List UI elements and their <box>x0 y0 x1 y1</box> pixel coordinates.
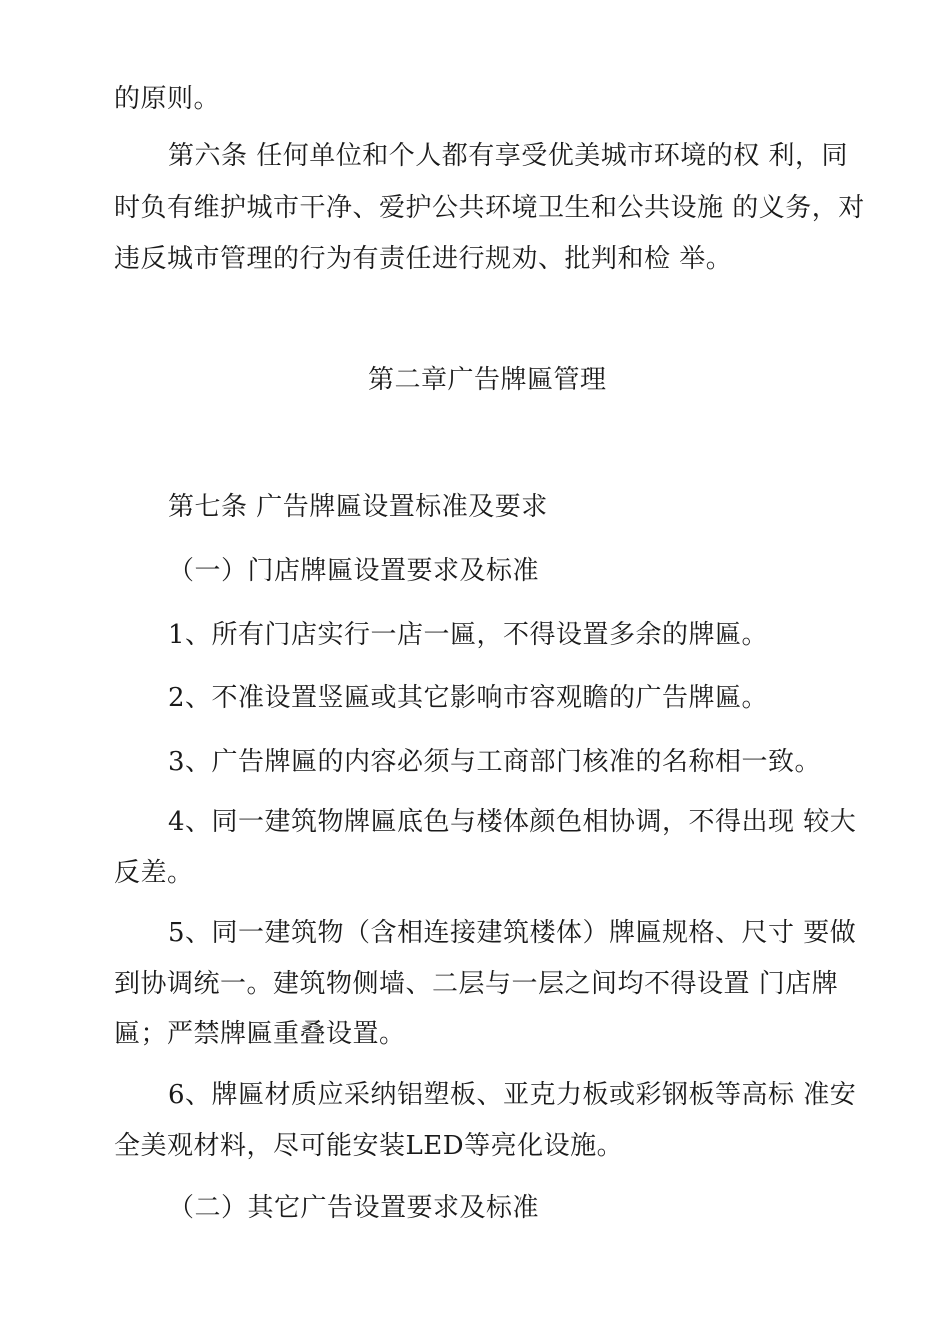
chapter-heading: 第二章广告牌匾管理 <box>368 365 607 395</box>
item-6-line-2: 全美观材料，尽可能安装LED等亮化设施。 <box>114 1131 624 1161</box>
article-7-heading: 第七条 广告牌匾设置标准及要求 <box>168 492 548 522</box>
item-5-line-1: 5、同一建筑物（含相连接建筑楼体）牌匾规格、尺寸 要做 <box>168 918 857 948</box>
paragraph-line: 的原则。 <box>114 84 221 114</box>
article-6-line-3: 违反城市管理的行为有责任进行规劝、批判和检 举。 <box>114 244 733 274</box>
item-5-line-2: 到协调统一。建筑物侧墙、二层与一层之间均不得设置 门店牌 <box>114 969 839 999</box>
section-2-heading: （二）其它广告设置要求及标准 <box>168 1193 540 1223</box>
article-6-line-2: 时负有维护城市干净、爱护公共环境卫生和公共设施 的义务，对 <box>114 193 865 223</box>
item-4-line-1: 4、同一建筑物牌匾底色与楼体颜色相协调，不得出现 较大 <box>168 807 857 837</box>
item-4-line-2: 反差。 <box>114 858 194 888</box>
item-3: 3、广告牌匾的内容必须与工商部门核准的名称相一致。 <box>168 747 822 777</box>
article-6-line-1: 第六条 任何单位和个人都有享受优美城市环境的权 利，同 <box>168 141 849 171</box>
item-1: 1、所有门店实行一店一匾，不得设置多余的牌匾。 <box>168 620 769 650</box>
item-6-line-1: 6、牌匾材质应采纳铝塑板、亚克力板或彩钢板等高标 准安 <box>168 1080 857 1110</box>
item-2: 2、不准设置竖匾或其它影响市容观瞻的广告牌匾。 <box>168 683 769 713</box>
section-1-heading: （一）门店牌匾设置要求及标准 <box>168 556 540 586</box>
item-5-line-3: 匾；严禁牌匾重叠设置。 <box>114 1019 406 1049</box>
